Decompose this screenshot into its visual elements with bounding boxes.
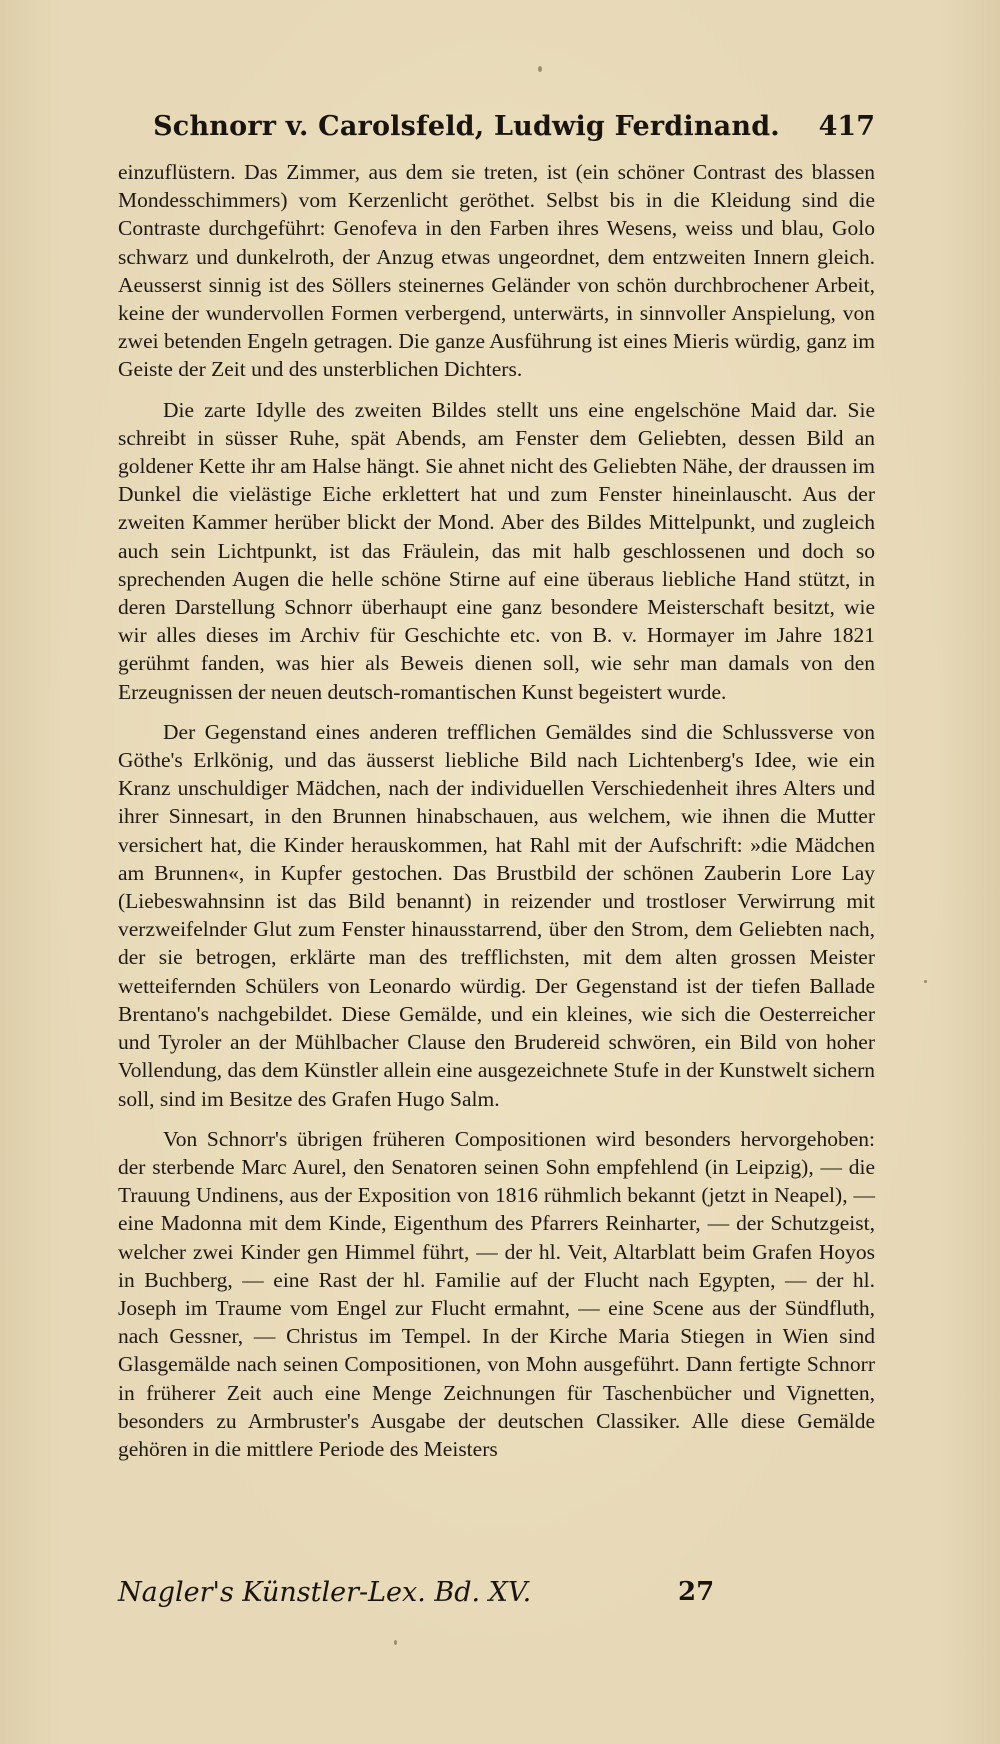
running-head [118,96,875,142]
paragraph-other-paintings: Der Gegenstand eines anderen trefflichen Gemäldes sind die Schlussverse von Göthe's Erlkönig, und das äusserst liebliche Bild nach Lichtenberg's Idee, wie ein Kranz unschuldiger Mädchen, nach der individuellen Verschiedenheit ihres Alters und ihrer Sinnesart, in den Brunnen hinabschauen, aus welchem, wie ihnen die Mutter versichert hat, die Kinder herauskommen, hat Rahl mit der Aufschrift: »die Mädchen am Brunnen«, in Kupfer gestochen. Das Brustbild der schönen Zauberin Lore Lay (Liebeswahnsinn ist das Bild benannt) in reizender und trostloser Verwirrung mit verzweifelnder Glut zum Fenster hinausstarrend, über den Strom, dem Geliebten nach, der sie betrogen, erklärte man des trefflichsten, mit dem alten grossen Meister wetteifernden Schülers von Leonardo würdig. Der Gegenstand ist der tiefen Ballade Brentano's nachgebildet. Diese Gemälde, und ein kleines, wie sich die Oesterreicher und Tyroler an der Mühlbacher Clause den Brudereid schwören, ein Bild von hoher Vollendung, das dem Künstler allein eine ausgezeichnete Stufe in der Kunstwelt sichern soll, sind im Besitze des Grafen Hugo Salm. [118,719,875,1111]
sheet-number: 27 [678,1577,715,1607]
running-title: Schnorr v. Carolsfeld, Ludwig Ferdinand. [153,111,780,142]
signature-mark: Nagler's Künstler-Lex. Bd. XV. [118,1576,532,1608]
footer-line [118,1572,875,1612]
paragraph-continuation: einzuflüstern. Das Zimmer, aus dem sie treten, ist (ein schöner Contrast des blassen Mondesschimmers) vom Kerzenlicht geröthet. Selbst bis in die Kleidung sind die Contraste durchgeführt: Genofeva in den Farben ihres Wesens, weiss und blau, Golo schwarz und dunkelroth, der Anzug etwas ungeordnet, dem entzweiten Innern gleich. Aeusserst sinnig ist des Söllers steinernes Geländer von schön durchbrochener Arbeit, keine der wundervollen Formen verbergend, unterwärts, in sinnvoller Anspielung, von zwei betenden Engeln getragen. Die ganze Ausführung ist eines Mieris würdig, ganz im Geiste der Zeit und des unsterblichen Dichters. [118,160,875,382]
page-number: 417 [818,111,875,142]
paragraph-second-picture: Die zarte Idylle des zweiten Bildes stellt uns eine engelschöne Maid dar. Sie schreibt in süsser Ruhe, spät Abends, am Fenster dem Geliebten, dessen Bild an goldener Kette ihr am Halse hängt. Sie ahnet nicht des Geliebten Nähe, der draussen im Dunkel die vielästige Eiche erklettert hat und zum Fenster hineinlauscht. Aus der zweiten Kammer herüber blickt der Mond. Aber des Bildes Mittelpunkt, und zugleich auch sein Lichtpunkt, ist das Fräulein, das mit halb geschlossenen und doch so sprechenden Augen die helle schöne Stirne auf eine überaus liebliche Hand stützt, in deren Darstellung Schnorr überhaupt eine ganz besondere Meisterschaft besitzt, wie wir alles dieses im Archiv für Geschichte etc. von B. v. Hormayer im Jahre 1821 gerühmt fanden, was hier als Beweis dienen soll, wie sehr man damals von den Erzeugnissen der neuen deutsch-romantischen Kunst begeistert wurde. [118,397,875,704]
body-text [118,158,875,1558]
paper-speck [394,1640,397,1645]
paragraph-earlier-compositions: Von Schnorr's übrigen früheren Compositionen wird besonders hervorgehoben: der sterbende Marc Aurel, den Senatoren seinen Sohn empfehlend (in Leipzig), — die Trauung Undinens, aus der Exposition von 1816 rühmlich bekannt (jetzt in Neapel), — eine Madonna mit dem Kinde, Eigenthum des Pfarrers Reinharter, — der Schutzgeist, welcher zwei Kinder gen Himmel führt, — der hl. Veit, Altarblatt beim Grafen Hoyos in Buchberg, — eine Rast der hl. Familie auf der Flucht nach Egypten, — der hl. Joseph im Traume vom Engel zur Flucht ermahnt, — eine Scene aus der Sündfluth, nach Gessner, — Christus im Tempel. In der Kirche Maria Stiegen in Wien sind Glasgemälde nach seinen Compositionen, von Mohn ausgeführt. Dann fertigte Schnorr in früherer Zeit auch eine Menge Zeichnungen für Taschenbücher und Vignetten, besonders zu Armbruster's Ausgabe der deutschen Classiker. Alle diese Gemälde gehören in die mittlere Periode des Meisters [118,1126,875,1461]
paper-speck [538,66,542,72]
paper-speck [924,980,927,983]
